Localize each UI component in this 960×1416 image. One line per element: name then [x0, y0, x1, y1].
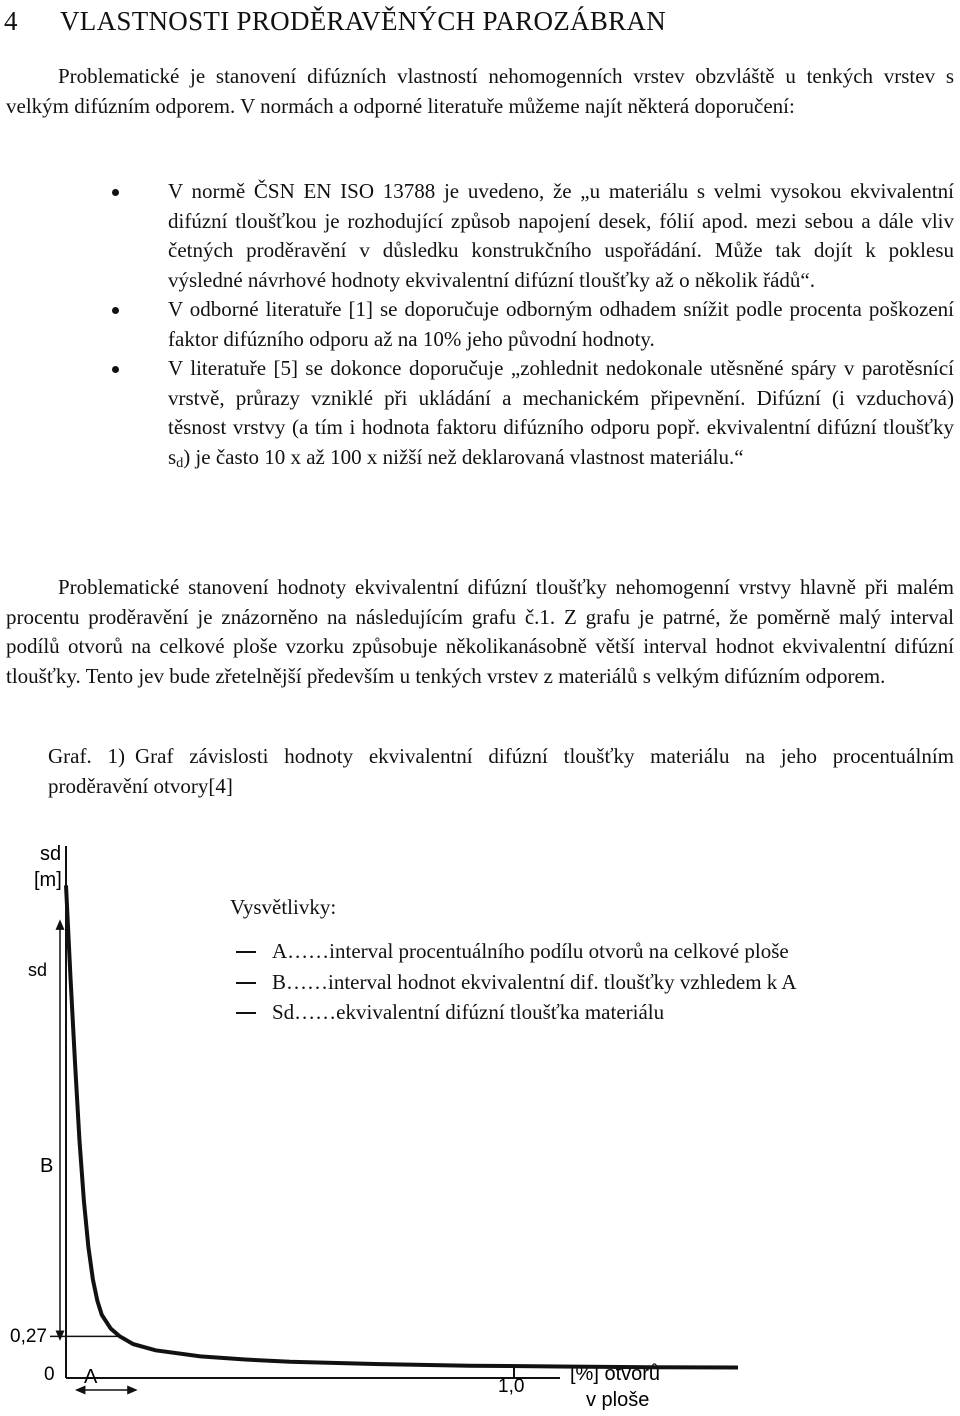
legend [236, 936, 797, 1028]
legend-item: Sd……ekvivalentní difúzní tloušťka materiálu [236, 997, 797, 1028]
y-tick-label-0: 0 [44, 1364, 55, 1385]
y-axis-mid-label: sd [28, 960, 48, 980]
y-axis-unit: [m] [34, 869, 62, 891]
x-axis-label-line2: v ploše [586, 1389, 650, 1411]
section-heading [0, 6, 666, 37]
graph-label: Graf. 1) [48, 744, 125, 768]
legend-title: Vysvětlivky: [230, 895, 337, 919]
section-number: 4 [4, 6, 18, 36]
intro-paragraph: Problematické je stanovení difúzních vlastností nehomogenních vrstev obzvláště u tenkých vrstev s velkým difúzním odporem. V normách a odporné literatuře můžeme najít některá doporučení: [6, 64, 954, 118]
legend-item: B……interval hodnot ekvivalentní dif. tloušťky vzhledem k A [236, 967, 797, 998]
list-item: V literatuře [5] se dokonce doporučuje „zohlednit nedokonale utěsněné spáry v parotěsnící vrstvě, průrazy vzniklé při ukládání a mechanickém připevnění. Difúzní (i vzduchová) těsnost vrstvy (a tím i hodnota faktoru difúzního odporu popř. ekvivalentní difúzní tloušťky $s_d$) je často 10 x až 100 x nižší než deklarovaná vlastnost materiálu.“ [0, 354, 960, 478]
bullet-icon [112, 189, 119, 196]
x-axis-label: [%] otvorů [570, 1363, 661, 1385]
section-title: VLASTNOSTI PRODĚRAVĚNÝCH PAROZÁBRAN [60, 6, 667, 36]
sd-chart [0, 830, 960, 1416]
graph-caption-text: Graf závislosti hodnoty ekvivalentní difúzní tloušťky materiálu na jeho procentuálním proděravění otvory[4] [48, 744, 954, 798]
legend-item: A……interval procentuálního podílu otvorů na celkové ploše [236, 936, 797, 967]
dash-icon [236, 982, 256, 984]
bullet-icon [112, 366, 119, 373]
y-axis-label: sd [40, 843, 62, 865]
dash-icon [236, 951, 256, 953]
y-tick-label-027: 0,27 [10, 1326, 47, 1347]
interval-b-label: B [40, 1155, 54, 1177]
graph-caption [48, 742, 954, 801]
interval-a-label: A [84, 1366, 98, 1388]
bullet-icon [112, 307, 119, 314]
recommendation-list [0, 177, 960, 478]
x-tick-label-1: 1,0 [498, 1376, 525, 1397]
list-item: V normě ČSN EN ISO 13788 je uvedeno, že „u materiálu s velmi vysokou ekvivalentní difúzní tloušťkou je rozhodující způsob napojení desek, fólií apod. mezi sebou a dále vliv četných proděravění v důsledku konstrukčního uspořádání. Může tak dojít k poklesu výsledné návrhové hodnoty ekvivalentní difúzní tloušťky až o několik řádů“. [0, 177, 960, 295]
summary-paragraph: Problematické stanovení hodnoty ekvivalentní difúzní tloušťky nehomogenní vrstvy hlavně při malém procentu proděravění je znázorněno na následujícím grafu č.1. Z grafu je patrné, že poměrně malý interval podílů otvorů na celkové ploše vzorku způsobuje několikanásobně větší interval hodnot ekvivalentní difúzní tloušťky. Tento jev bude zřetelnější především u tenkých vrstev z materiálů s velkým difúzním odporem. [6, 575, 954, 688]
list-item: V odborné literatuře [1] se doporučuje odborným odhadem snížit podle procenta poškození faktor difúzního odporu až na 10% jeho původní hodnoty. [0, 295, 960, 354]
dash-icon [236, 1012, 256, 1014]
